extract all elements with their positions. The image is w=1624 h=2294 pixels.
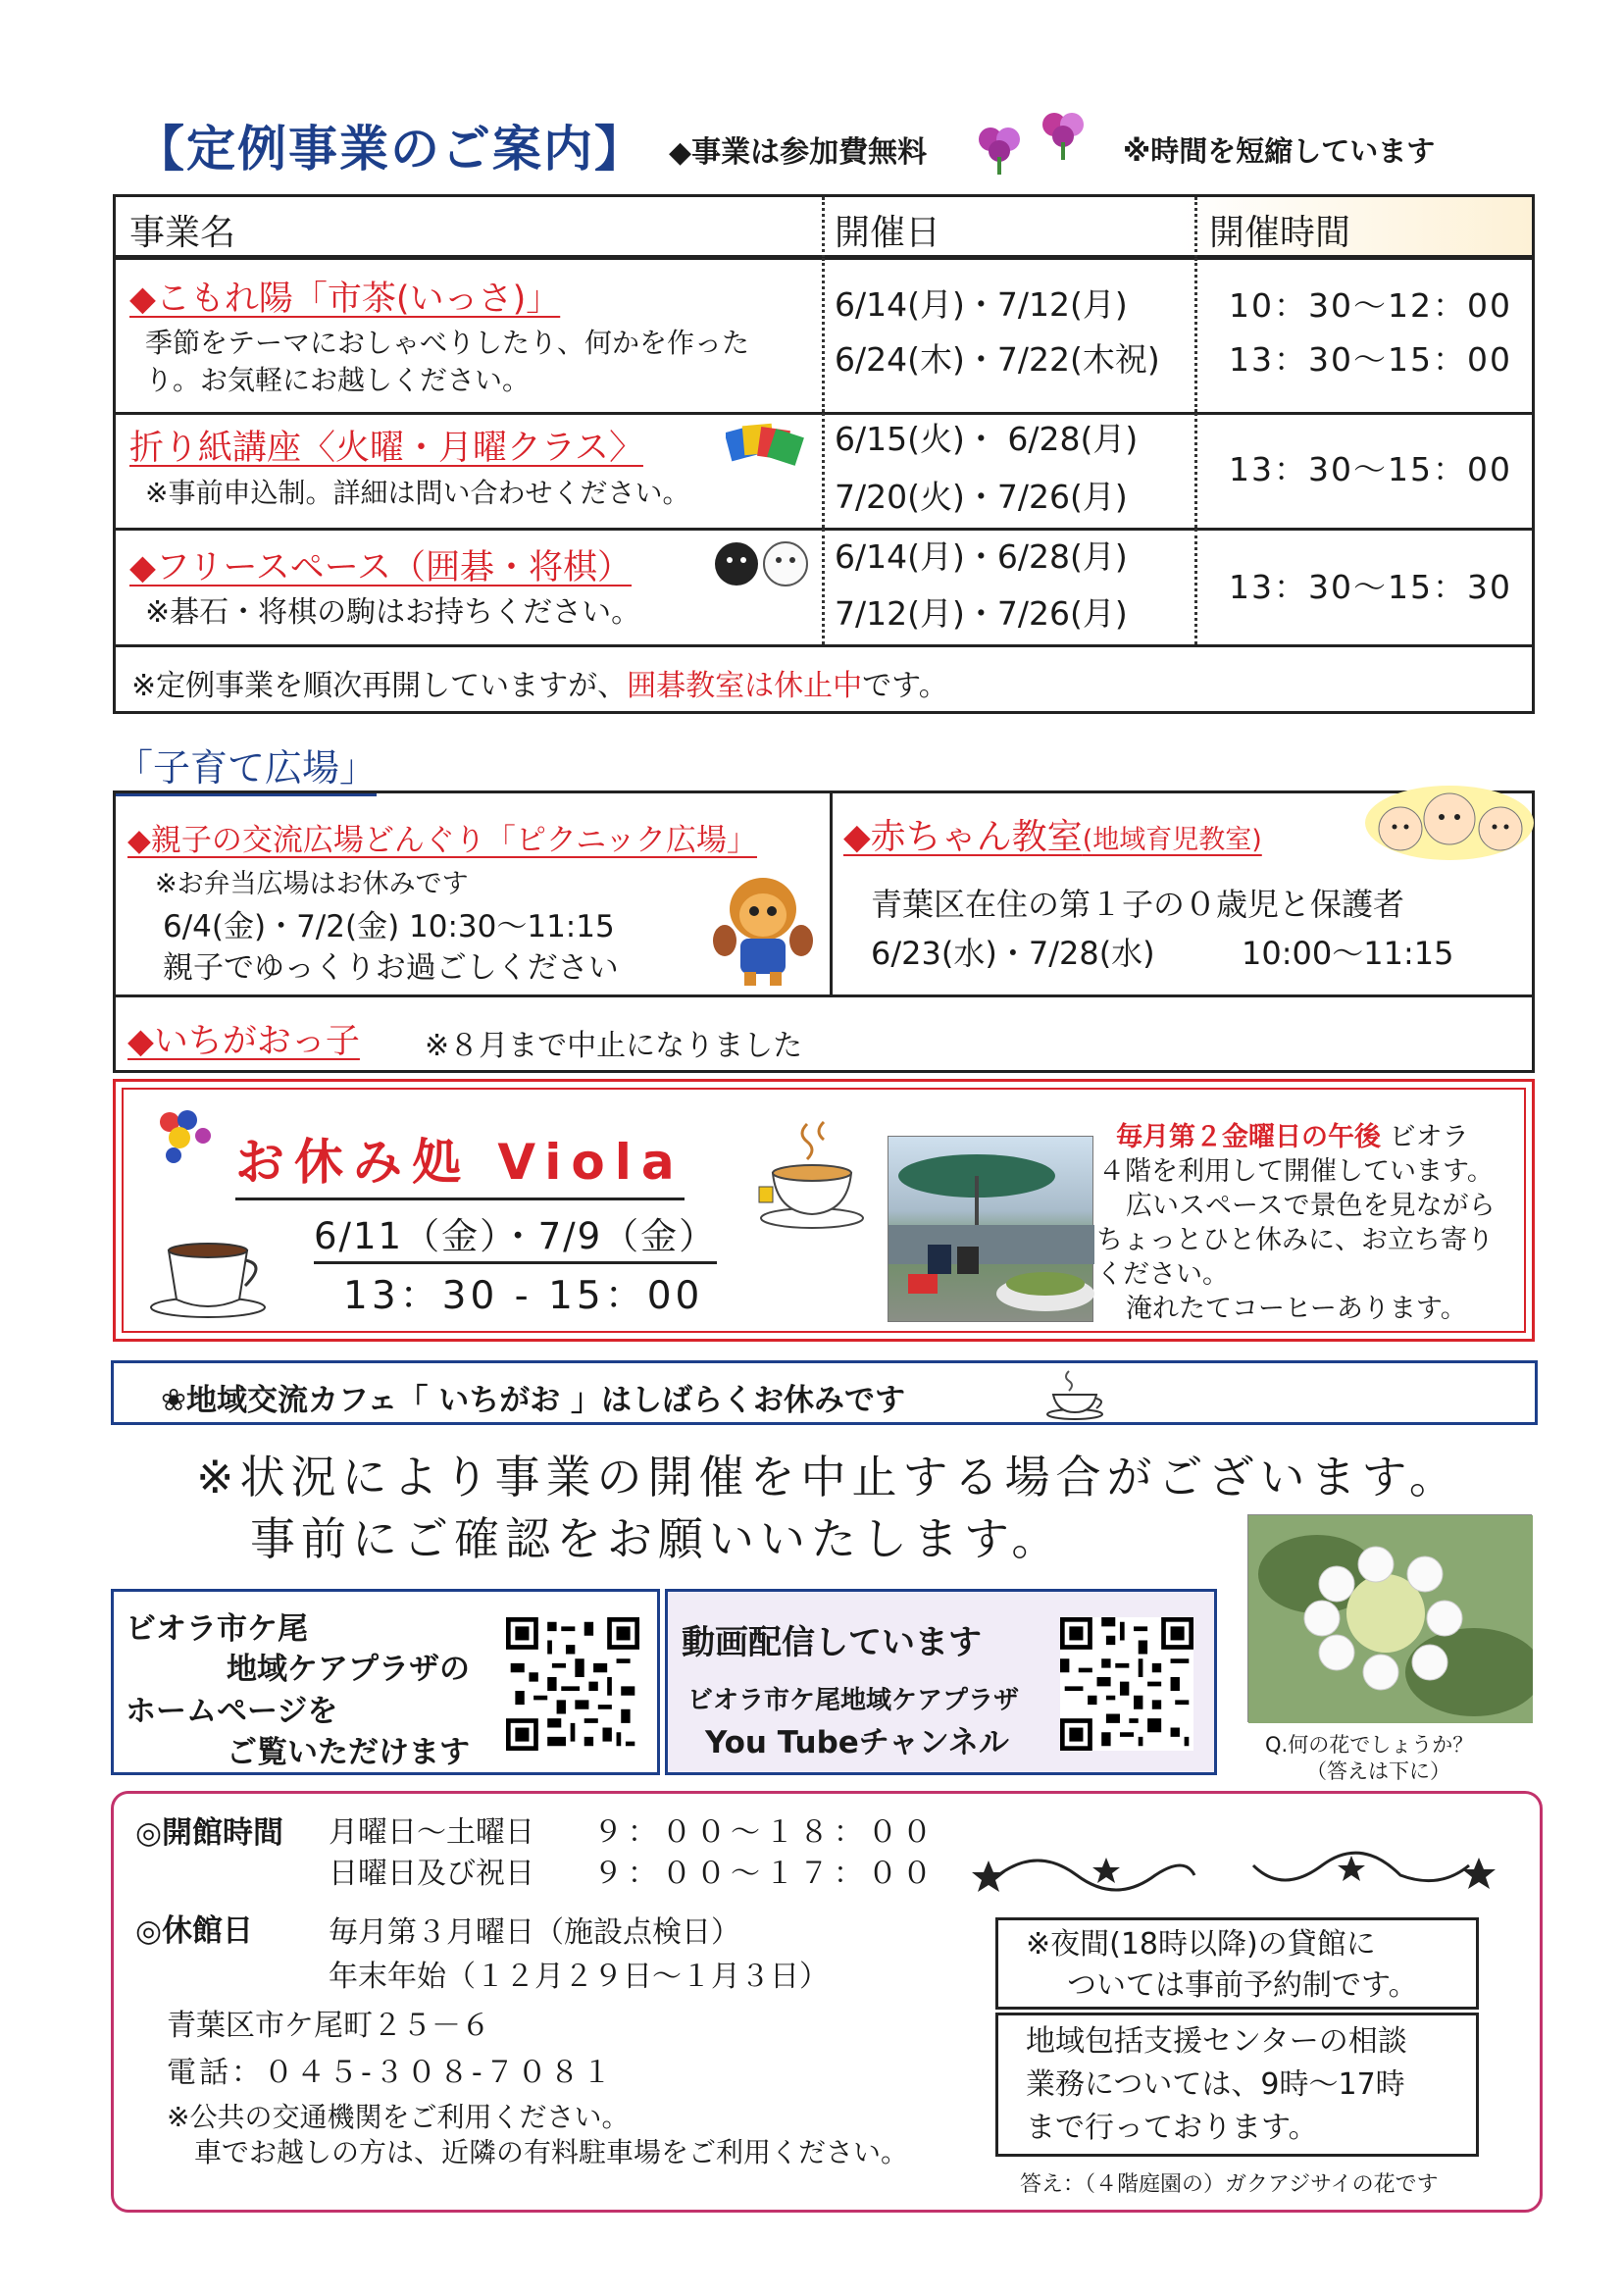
youtube-channel-label: You Tubeチャンネル	[705, 1725, 1009, 1760]
header-times: 開催時間	[1209, 213, 1351, 253]
opening-hours-days: 日曜日及び祝日	[329, 1857, 534, 1891]
phone: 電話：０４５-３０８-７０８１	[167, 2056, 615, 2090]
acorn-mascot-icon	[709, 870, 817, 990]
viola-time: 13：30 - 15：00	[343, 1274, 704, 1318]
homepage-text: 地域ケアプラザの	[227, 1652, 470, 1687]
ichigaokko-title: ◆いちがおっ子	[127, 1022, 360, 1061]
transit-note: ※公共の交通機関をご利用ください。	[167, 2101, 630, 2133]
picnic-desc: 親子でゆっくりお過ごしください	[163, 950, 619, 986]
babies-illustration	[1361, 784, 1538, 868]
baby-class-title: ◆赤ちゃん教室(地域育児教室)	[843, 817, 1262, 857]
transit-note: 車でお越しの方は、近隣の有料駐車場をご利用ください。	[194, 2136, 909, 2168]
quiz-question: Q.何の花でしょうか？	[1265, 1733, 1474, 1757]
event-date: 6/14(月)・7/12(月)	[835, 285, 1128, 324]
support-center-box	[995, 2013, 1479, 2157]
picnic-title: ◆親子の交流広場どんぐり「ピクニック広場」	[127, 823, 757, 858]
opening-hours-time: ９：００〜１８：００	[593, 1815, 937, 1850]
event-date: 6/24(木)・7/22(木祝)	[835, 340, 1160, 379]
homepage-text: ホームページを	[126, 1694, 338, 1729]
header-event-name: 事業名	[129, 213, 236, 253]
origami-paper-icon	[726, 419, 804, 470]
event-name-komorebi: ◆こもれ陽「市茶(いっさ)」	[129, 280, 561, 319]
go-shogi-pieces-icon	[709, 538, 817, 589]
support-center-text: まで行っております。	[1026, 2111, 1318, 2145]
youtube-qr-code[interactable]	[1060, 1617, 1193, 1751]
coffee-cup-icon	[1043, 1369, 1108, 1420]
homepage-text: ビオラ市ケ尾	[126, 1611, 308, 1647]
event-time: 13：30〜15：00	[1229, 450, 1512, 488]
tea-cup-icon	[753, 1118, 871, 1234]
closed-days: 毎月第３月曜日（施設点検日）	[329, 1915, 740, 1950]
night-rental-box	[995, 1917, 1479, 2010]
event-desc: り。お気軽にお越しください。	[145, 364, 531, 396]
flower-icon	[971, 118, 1030, 177]
table-note: ※定例事業を順次再開していますが、囲碁教室は休止中です。	[131, 669, 948, 703]
viola-desc-line1: 毎月第２金曜日の午後 ビオラ	[1116, 1122, 1469, 1152]
decorative-flourish	[959, 1836, 1508, 1914]
picnic-note: ※お弁当広場はお休みです	[155, 869, 469, 899]
event-date: 7/12(月)・7/26(月)	[835, 594, 1128, 633]
notice-confirm: 事前にご確認をお願いいたします。	[250, 1512, 1063, 1565]
section-title-regular-events: 【定例事業のご案内】	[135, 121, 645, 178]
cafe-box	[111, 1360, 1538, 1425]
quiz-answer: 答え：（４階庭園の）ガクアジサイの花です	[1020, 2172, 1439, 2197]
homepage-text: ご覧いただけます	[227, 1735, 470, 1770]
notice-cancellation: ※状況により事業の開催を中止する場合がございます。	[196, 1451, 1460, 1504]
viola-terrace-photo	[888, 1136, 1093, 1322]
flower-icon	[1035, 103, 1093, 162]
youtube-box	[665, 1589, 1217, 1775]
coffee-cup-icon	[147, 1231, 275, 1319]
closed-days-label: ◎休館日	[135, 1913, 254, 1949]
hydrangea-photo	[1247, 1514, 1532, 1722]
event-desc: ※碁石・将棋の駒はお持ちください。	[145, 595, 641, 630]
opening-hours-time: ９：００〜１７：００	[593, 1857, 937, 1891]
event-time: 13：30〜15：00	[1229, 340, 1512, 379]
address: 青葉区市ケ尾町２５－６	[167, 2009, 490, 2043]
viola-desc: ください。	[1096, 1259, 1229, 1290]
viola-desc: 淹れたてコーヒーあります。	[1126, 1294, 1467, 1324]
viola-title: お休み処 Viola	[235, 1123, 685, 1200]
event-time: 10：30〜12：00	[1229, 286, 1512, 325]
event-name-free-space: ◆フリースペース（囲碁・将棋）	[129, 548, 633, 587]
support-center-text: 地域包括支援センターの相談	[1026, 2024, 1407, 2059]
header-dates: 開催日	[835, 213, 941, 253]
pansy-flower-icon	[152, 1106, 221, 1167]
ichigaokko-note: ※８月まで中止になりました	[425, 1029, 803, 1063]
homepage-qr-code[interactable]	[506, 1617, 639, 1751]
event-desc: ※事前申込制。詳細は問い合わせください。	[145, 477, 690, 509]
event-date: 6/15(火)・ 6/28(月)	[835, 420, 1139, 458]
youtube-heading: 動画配信しています	[682, 1623, 982, 1662]
baby-class-target: 青葉区在住の第１子の０歳児と保護者	[871, 886, 1405, 923]
youtube-channel-owner: ビオラ市ケ尾地域ケアプラザ	[687, 1686, 1020, 1715]
support-center-text: 業務については、9時〜17時	[1026, 2067, 1405, 2102]
viola-dates: 6/11（金）・7/9（金）	[314, 1206, 717, 1264]
opening-hours-days: 月曜日〜土曜日	[329, 1815, 534, 1850]
viola-desc: 広いスペースで景色を見ながら	[1126, 1191, 1496, 1221]
time-shortened-note: ※時間を短縮しています	[1123, 134, 1436, 168]
picnic-dates: 6/4(金)・7/2(金) 10:30〜11:15	[163, 909, 615, 944]
event-date: 6/14(月)・6/28(月)	[835, 537, 1128, 576]
event-name-origami: 折り紙講座〈火曜・月曜クラス〉	[129, 429, 643, 468]
event-date: 7/20(火)・7/26(月)	[835, 478, 1128, 516]
closed-days: 年末年始（１２月２９日〜１月３日）	[329, 1960, 829, 1994]
section-title-childcare: 「子育て広場」	[116, 738, 377, 796]
opening-hours-label: ◎開館時間	[135, 1815, 284, 1851]
baby-class-dates: 6/23(水)・7/28(水)	[871, 935, 1155, 972]
night-rental-text: ついては事前予約制です。	[1067, 1968, 1418, 2003]
regular-events-table	[113, 194, 1535, 714]
homepage-box	[111, 1589, 660, 1775]
quiz-hint: （答えは下に）	[1306, 1759, 1450, 1783]
viola-desc: ４階を利用して開催しています。	[1098, 1156, 1494, 1187]
childcare-box	[113, 790, 1535, 1073]
viola-desc: ちょっとひと休みに、お立ち寄り	[1096, 1225, 1494, 1255]
free-participation-note: ◆事業は参加費無料	[669, 135, 928, 170]
night-rental-text: ※夜間(18時以降)の貸館に	[1026, 1927, 1376, 1962]
event-time: 13：30〜15：30	[1229, 568, 1512, 606]
event-desc: 季節をテーマにおしゃべりしたり、何かを作った	[145, 327, 750, 359]
cafe-closed-text: ❀地域交流カフェ「 いちがお 」はしばらくお休みです	[161, 1383, 906, 1418]
baby-class-time: 10:00〜11:15	[1242, 935, 1454, 972]
